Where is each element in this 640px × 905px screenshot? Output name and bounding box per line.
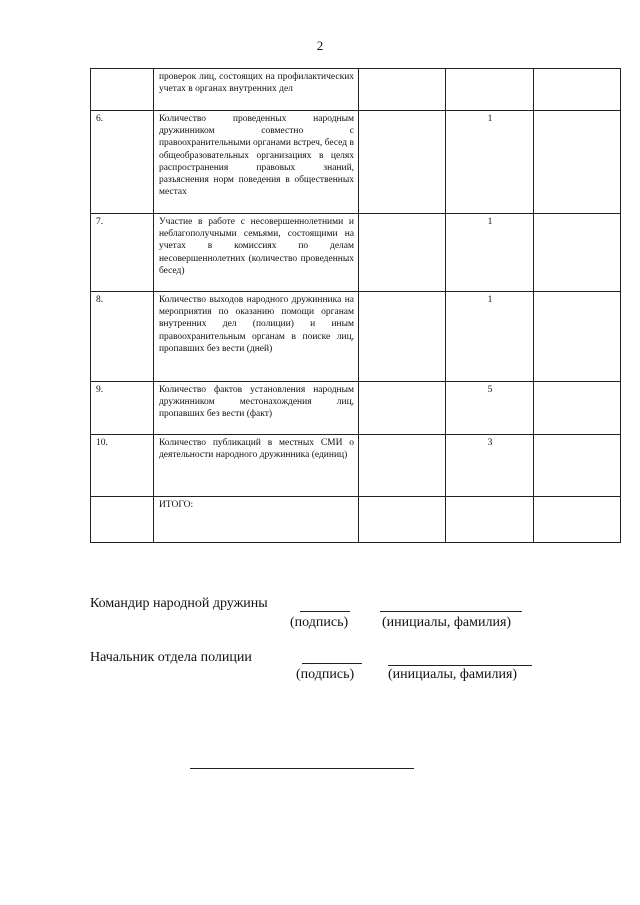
value-cell xyxy=(533,382,620,435)
value-cell xyxy=(533,69,620,111)
row-number xyxy=(91,497,154,543)
total-row xyxy=(91,497,621,543)
value-cell xyxy=(359,435,446,497)
row-number: 6. xyxy=(91,111,154,214)
commander-signature-line xyxy=(300,611,350,612)
row-description: Количество фактов установления народным дружинником местонахождения лиц, пропавших без вести (факт) xyxy=(153,382,358,435)
row-value: 3 xyxy=(446,435,533,497)
police-chief-label: Начальник отдела полиции xyxy=(90,650,252,665)
row-value xyxy=(446,69,533,111)
table-row xyxy=(91,292,621,382)
table-row xyxy=(91,435,621,497)
commander-signature-caption: (подпись) xyxy=(290,615,349,630)
value-cell xyxy=(533,111,620,214)
value-cell xyxy=(359,214,446,292)
table-row xyxy=(91,382,621,435)
value-cell xyxy=(533,214,620,292)
commander-initials-caption: (инициалы, фамилия) xyxy=(382,615,512,630)
value-cell xyxy=(359,69,446,111)
police-chief-initials-caption: (инициалы, фамилия) xyxy=(388,667,518,682)
commander-label: Командир народной дружины xyxy=(90,596,268,611)
value-cell xyxy=(359,111,446,214)
page-number: 2 xyxy=(316,38,324,53)
row-description: проверок лиц, состоящих на профилактических учетах в органах внутренних дел xyxy=(153,69,358,111)
row-value: 1 xyxy=(446,111,533,214)
row-number: 7. xyxy=(91,214,154,292)
value-cell xyxy=(359,497,446,543)
row-number: 9. xyxy=(91,382,154,435)
value-cell xyxy=(533,292,620,382)
row-description: Количество выходов народного дружинника на мероприятия по оказанию помощи органам внутренних дел (полиции) и иным правоохранительным органам в поиске лиц, пропавших без вести (дней) xyxy=(153,292,358,382)
value-cell xyxy=(359,382,446,435)
table-row xyxy=(91,111,621,214)
report-table xyxy=(90,68,621,543)
table-row xyxy=(91,214,621,292)
total-label: ИТОГО: xyxy=(153,497,358,543)
value-cell xyxy=(359,292,446,382)
row-value: 1 xyxy=(446,214,533,292)
row-description: Участие в работе с несовершеннолетними и неблагополучными семьями, состоящими на учетах в комиссиях по делам несовершеннолетних (количество проведенных бесед) xyxy=(153,214,358,292)
row-number: 8. xyxy=(91,292,154,382)
row-number: 10. xyxy=(91,435,154,497)
row-value: 5 xyxy=(446,382,533,435)
police-chief-signature-caption: (подпись) xyxy=(296,667,355,682)
row-value: 1 xyxy=(446,292,533,382)
value-cell xyxy=(533,497,620,543)
table-row xyxy=(91,69,621,111)
row-number xyxy=(91,69,154,111)
value-cell xyxy=(533,435,620,497)
closing-divider xyxy=(190,768,414,769)
police-chief-signature-line xyxy=(302,663,362,664)
commander-initials-line xyxy=(380,611,522,612)
value-cell xyxy=(446,497,533,543)
row-description: Количество публикаций в местных СМИ о деятельности народного дружинника (единиц) xyxy=(153,435,358,497)
row-description: Количество проведенных народным дружинником совместно с правоохранительными органами встреч, бесед в общеобразовательных организациях в целях распространения правовых знаний, разъяснения норм поведения в общественных местах xyxy=(153,111,358,214)
police-chief-initials-line xyxy=(388,665,532,666)
